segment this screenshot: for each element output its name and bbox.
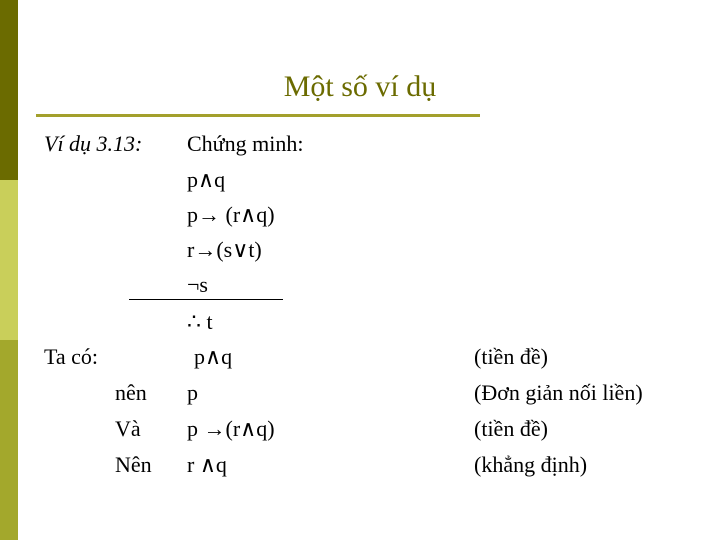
sidebar-bar-mid <box>0 340 18 540</box>
step-1-formula: p∧q <box>194 344 233 369</box>
step-2-connector: nên <box>115 380 147 405</box>
slide-title-text: Một số ví dụ <box>283 70 437 103</box>
step-2-reason: (Đơn giản nối liền) <box>474 380 643 405</box>
premise-1: p∧q <box>187 167 226 192</box>
premise-separator-line <box>129 299 283 300</box>
title-underline <box>36 114 480 117</box>
step-1-reason: (tiền đề) <box>474 344 548 369</box>
step-4-reason: (khẳng định) <box>474 452 588 477</box>
premise-4: ¬s <box>187 272 208 297</box>
step-3-connector: Và <box>115 416 141 441</box>
premise-2: p→ (r∧q) <box>187 202 275 227</box>
step-3-reason: (tiền đề) <box>474 416 548 441</box>
slide-title <box>0 70 720 104</box>
derivation-intro: Ta có: <box>44 344 99 369</box>
proof-label: Chứng minh: <box>187 131 304 156</box>
step-3-formula: p →(r∧q) <box>187 416 275 441</box>
step-4-connector: Nên <box>115 452 152 477</box>
step-4-formula: r ∧q <box>187 452 227 477</box>
sidebar-bar-light <box>0 180 18 340</box>
step-2-formula: p <box>187 380 198 405</box>
conclusion: ∴ t <box>187 309 213 334</box>
example-label: Ví dụ 3.13: <box>44 131 143 156</box>
premise-3: r→(s∨t) <box>187 237 262 262</box>
